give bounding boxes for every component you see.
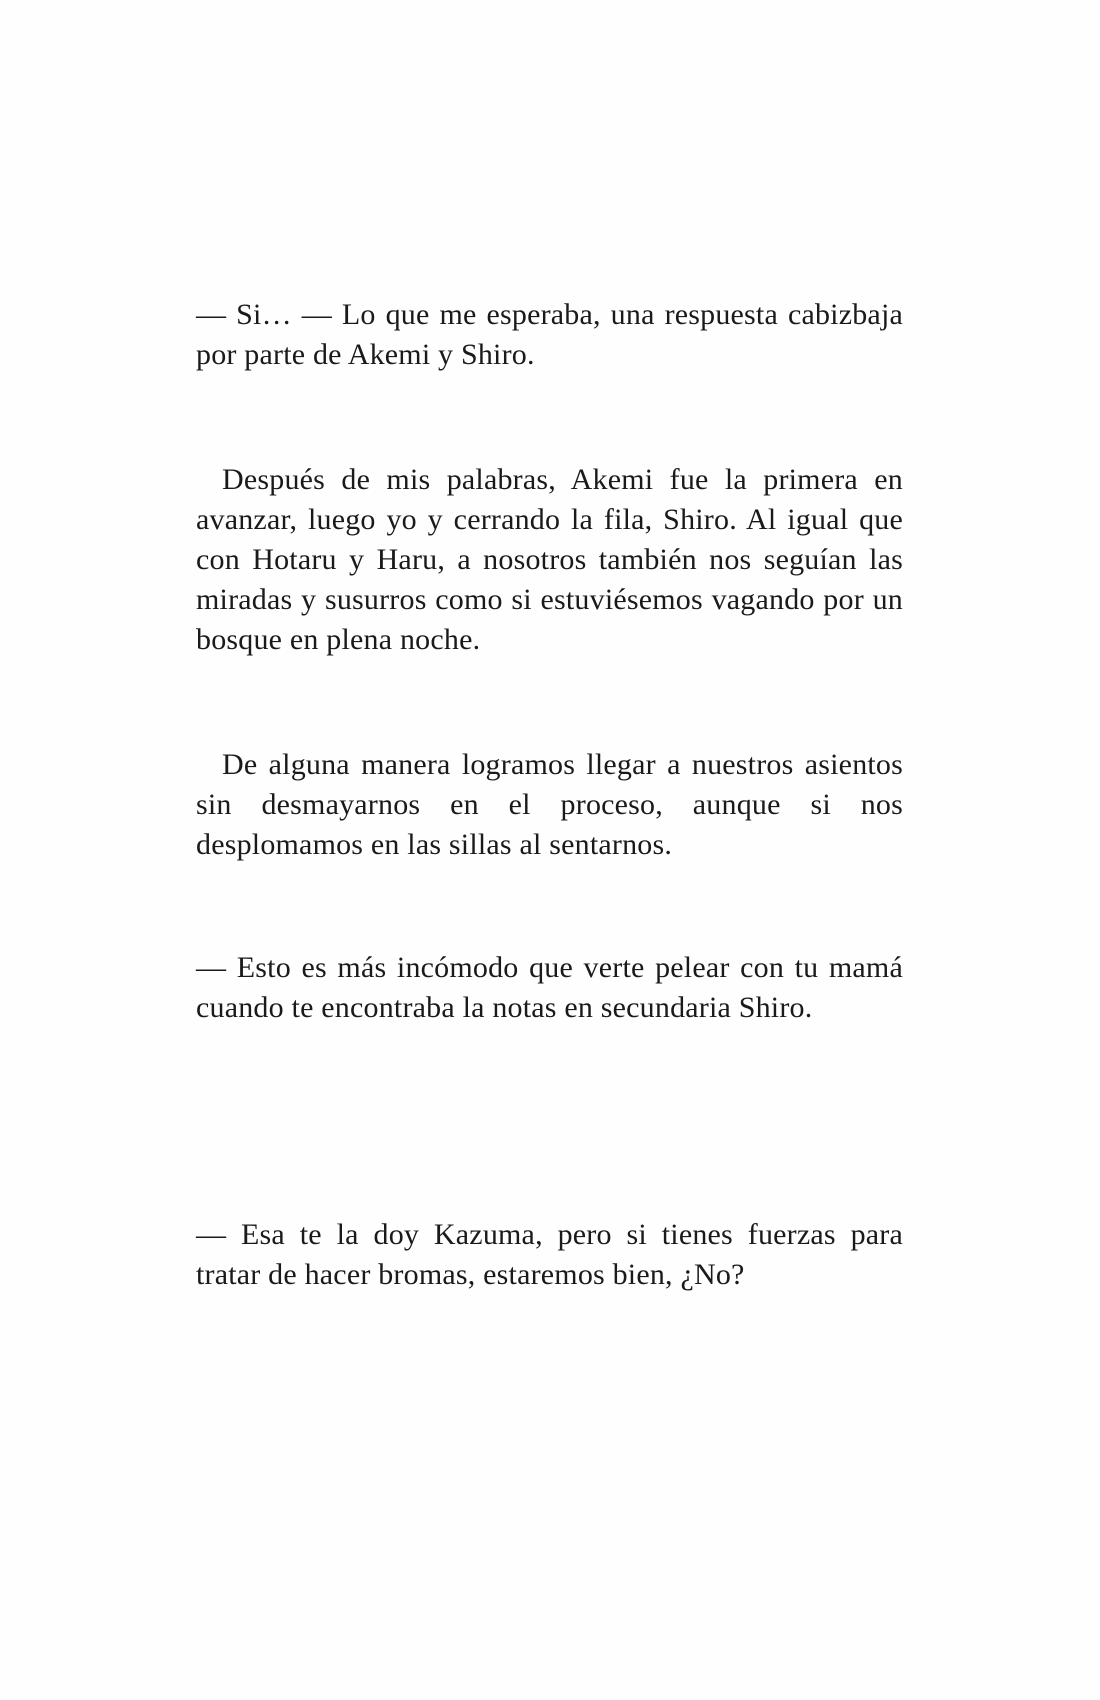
dialogue-paragraph: — Esa te la doy Kazuma, pero si tienes fuerzas para tratar de hacer bromas, estaremos bien, ¿No? bbox=[196, 1218, 903, 1291]
narrative-paragraph: Después de mis palabras, Akemi fue la primera en avanzar, luego yo y cerrando la fila, Shiro. Al igual que con Hotaru y Haru, a nosotros también nos seguían las miradas y susurros como si estuviésemos vagando por un bosque en plena noche. bbox=[196, 463, 903, 656]
narrative-paragraph: De alguna manera logramos llegar a nuestros asientos sin desmayarnos en el proceso, aunque si nos desplomamos en las sillas al sentarnos. bbox=[196, 748, 903, 861]
dialogue-paragraph: — Si… — Lo que me esperaba, una respuesta cabizbaja por parte de Akemi y Shiro. bbox=[196, 298, 903, 371]
book-page bbox=[196, 0, 903, 1700]
dialogue-paragraph: — Esto es más incómodo que verte pelear con tu mamá cuando te encontraba la notas en secundaria Shiro. bbox=[196, 951, 903, 1024]
